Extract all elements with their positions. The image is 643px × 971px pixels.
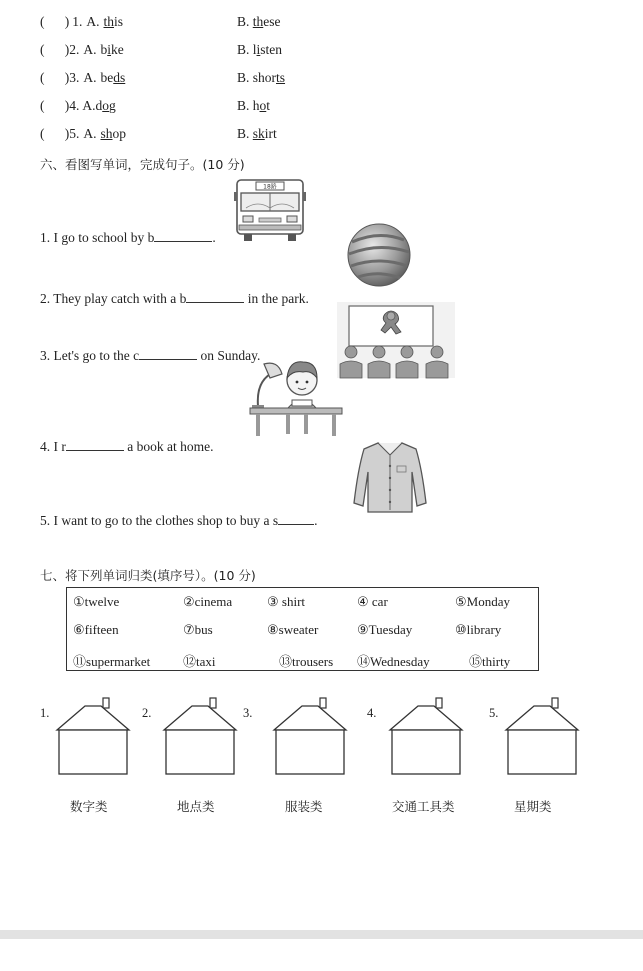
word-bank-item [183,622,213,638]
word-text: library [466,622,502,637]
word-text: bus [194,622,213,637]
phonics-question-row [40,98,116,114]
sentence-4-end: a book at home. [123,439,214,454]
category-house-icon [162,696,238,776]
word-bank-item [455,594,510,610]
word-bank-item [183,594,232,610]
word-bank-item [357,622,412,638]
option-a-label: A. [83,126,97,141]
word-text: taxi [196,654,216,669]
word-bank-item [357,594,388,610]
word-bank-item [267,594,305,610]
word-bank-item [73,594,119,610]
category-label: 星期类 [514,799,552,814]
sentence-3 [40,347,260,364]
phonics-question-row [40,70,125,86]
word-number: ④ [357,594,369,609]
word-text: Tuesday [368,622,413,637]
sentence-2 [40,290,309,307]
question-number: 1. [72,14,83,29]
word-text: Monday [466,594,510,609]
answer-parentheses[interactable]: ( ) [40,126,70,141]
word-number: ⑧ [267,622,279,637]
option-b-label: B. [237,98,250,113]
word-number: ⑦ [183,622,195,637]
option-a [86,14,123,29]
word-number: ⑬ [279,654,293,669]
option-b-word: shorts [252,70,286,85]
phonics-question-row [40,42,124,58]
word-bank-box [66,587,539,671]
option-a-word: beds [100,70,126,85]
answer-blank-5[interactable] [278,512,314,525]
category-number: 4. [367,706,377,720]
category-label: 交通工具类 [392,799,455,814]
option-b-word: hot [252,98,271,113]
option-a-label: A. [83,70,97,85]
answer-blank-2[interactable] [186,290,244,303]
word-number: ⑫ [183,654,197,669]
option-b-word: these [252,14,281,29]
category-house-icon [272,696,348,776]
section6-heading: 六、看图写单词，完成句子。(10 分) [40,157,245,172]
question-number: 4. [69,98,80,113]
sentence-4 [40,438,213,455]
word-text: twelve [84,594,120,609]
answer-blank-4[interactable] [66,438,124,451]
sentence-5 [40,512,317,529]
option-a [83,70,125,85]
word-bank-item [73,622,119,638]
sentence-1-text: 1. I go to school by b [40,230,155,245]
answer-blank-1[interactable] [154,229,212,242]
option-a-word: this [103,14,124,29]
word-bank-item [183,651,216,670]
word-number: ⑥ [73,622,85,637]
category-house-icon [55,696,131,776]
option-a [83,42,123,57]
answer-blank-3[interactable] [139,347,197,360]
option-b [237,98,270,114]
section7-heading: 七、将下列单词归类(填序号）。(10 分) [40,568,256,583]
option-a-label: A. [82,98,96,113]
word-number: ⑨ [357,622,369,637]
word-number: ⑭ [357,654,371,669]
word-number: ① [73,594,85,609]
sentence-2-text: 2. They play catch with a b [40,291,187,306]
option-a-word: dog [95,98,116,113]
sentence-1-end: . [212,230,216,245]
word-text: car [368,594,388,609]
word-bank-item [357,651,430,670]
option-b [237,70,285,86]
word-bank-item [73,651,150,670]
option-b [237,14,281,30]
ball-picture [346,222,412,288]
sentence-2-end: in the park. [244,291,309,306]
sentence-3-end: on Sunday. [197,348,261,363]
option-b-label: B. [237,42,250,57]
option-b-label: B. [237,14,250,29]
word-bank-item [469,651,510,670]
word-number: ③ [267,594,279,609]
answer-parentheses[interactable]: ( ) [40,42,70,57]
word-text: fifteen [84,622,119,637]
word-text: sweater [278,622,319,637]
option-a-label: A. [86,14,100,29]
question-number: 3. [69,70,80,85]
word-text: cinema [194,594,233,609]
word-text: shirt [278,594,306,609]
word-number: ② [183,594,195,609]
word-text: thirty [482,654,511,669]
option-a [83,126,126,141]
category-label: 地点类 [177,799,215,814]
sentence-3-text: 3. Let's go to the c [40,348,140,363]
option-b-word: listen [252,42,283,57]
sentence-5-end: . [314,513,318,528]
phonics-question-row [40,126,126,142]
word-number: ⑮ [469,654,483,669]
bus-picture [234,178,306,242]
word-number: ⑪ [73,654,87,669]
option-b [237,126,277,142]
bus-route-sign: 18路 [263,183,277,191]
sentence-1 [40,229,216,246]
answer-parentheses[interactable]: ( ) [40,98,70,113]
category-label: 服装类 [285,799,323,814]
question-number: 2. [69,42,80,57]
word-number: ⑤ [455,594,467,609]
option-b [237,42,282,58]
word-bank-item [455,622,501,638]
option-a-label: A. [83,42,97,57]
page-bottom-bar [0,930,643,939]
answer-parentheses[interactable]: ( ) [40,14,70,29]
category-number: 1. [40,706,50,720]
question-number: 5. [69,126,80,141]
sentence-5-text: 5. I want to go to the clothes shop to buy a s [40,513,279,528]
option-a-word: bike [100,42,124,57]
word-text: trousers [292,654,334,669]
category-number: 5. [489,706,499,720]
category-house-icon [388,696,464,776]
sentence-4-text: 4. I r [40,439,66,454]
option-a [82,98,115,113]
phonics-question-row [40,14,123,30]
answer-parentheses[interactable]: ( ) [40,70,70,85]
option-b-word: skirt [252,126,277,141]
category-label: 数字类 [70,799,108,814]
word-number: ⑩ [455,622,467,637]
option-a-word: shop [100,126,127,141]
shirt-picture [352,440,428,512]
option-b-label: B. [237,126,250,141]
reading-boy-picture [248,358,344,438]
category-number: 3. [243,706,253,720]
word-text: supermarket [86,654,151,669]
category-house-icon [504,696,580,776]
word-text: Wednesday [370,654,430,669]
word-bank-item [267,622,318,638]
category-number: 2. [142,706,152,720]
option-b-label: B. [237,70,250,85]
cinema-picture [337,302,455,378]
word-bank-item [279,651,333,670]
